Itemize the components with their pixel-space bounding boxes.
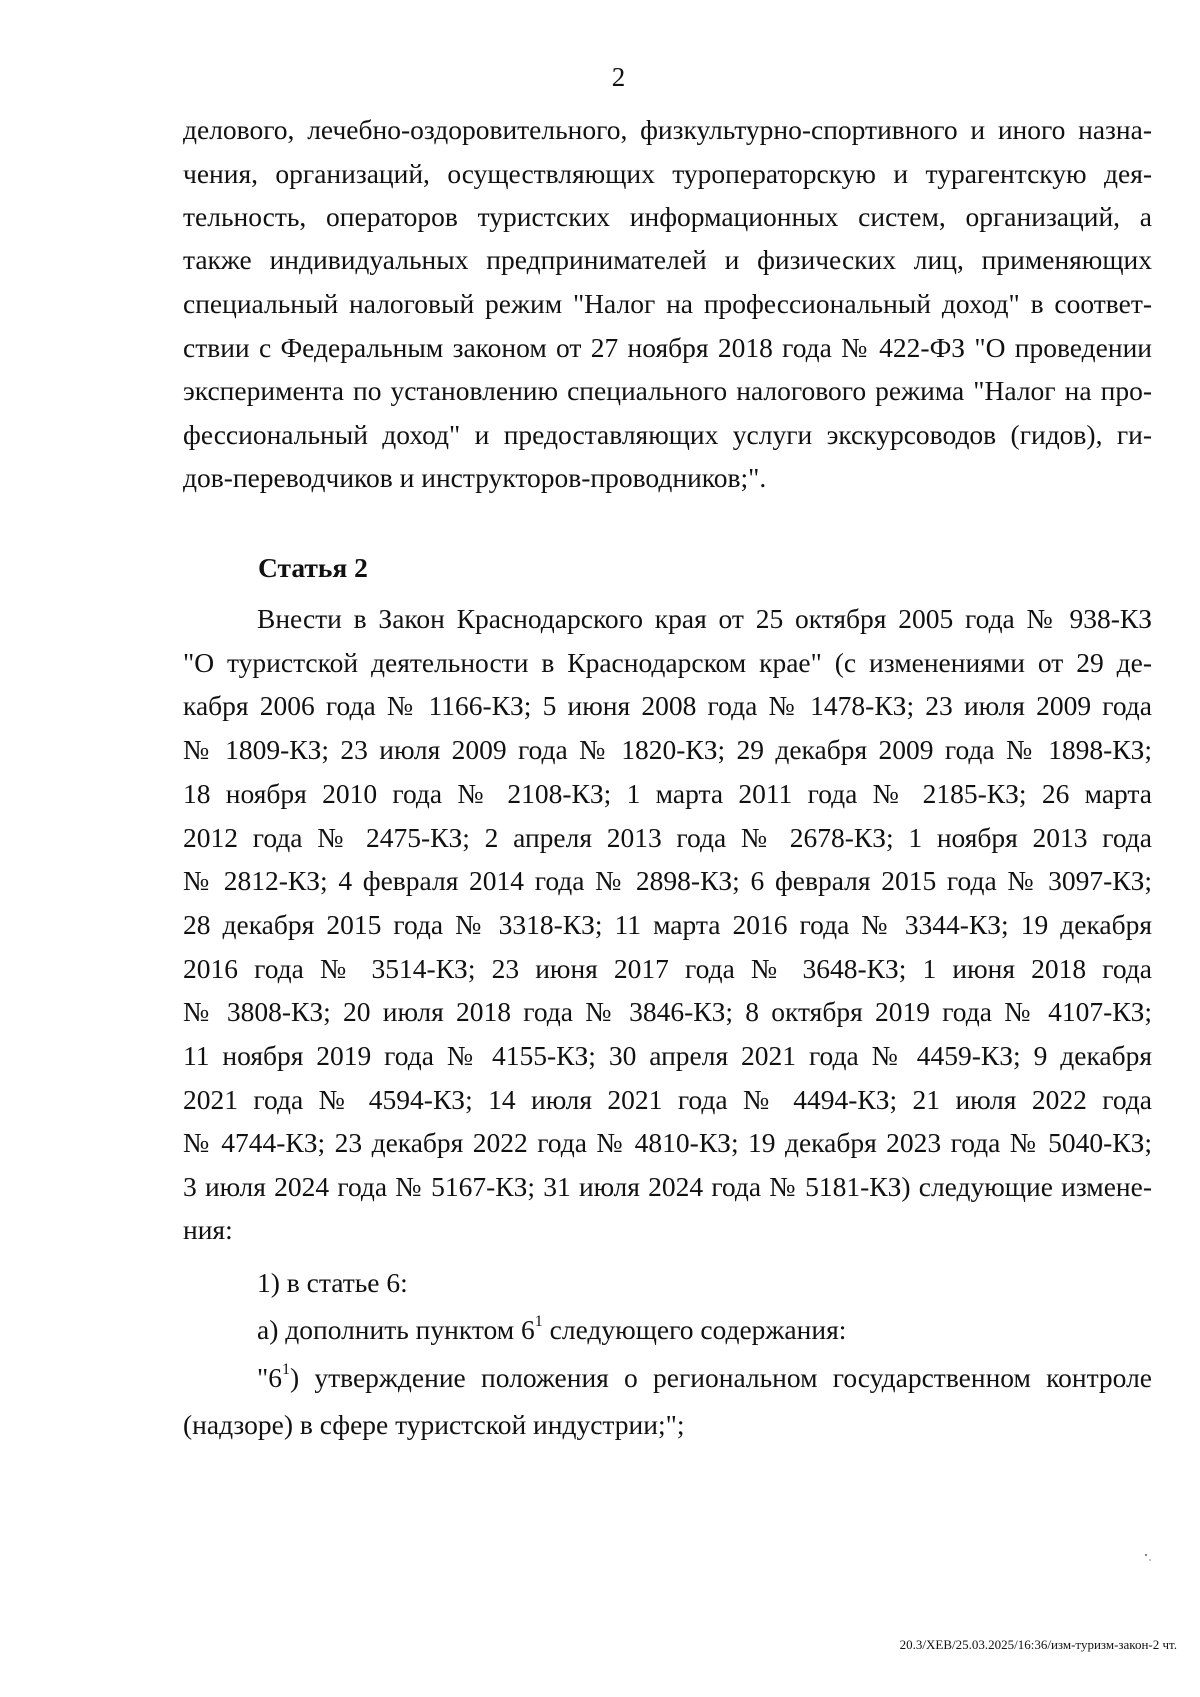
text-line: ствии с Федеральным законом от 27 ноября 2018 года № 422-ФЗ "О проведении: [183, 332, 1152, 363]
item-a-prefix: а) дополнить пунктом 6: [257, 1314, 535, 1345]
text-line: № 2812-КЗ; 4 февраля 2014 года № 2898-КЗ; 6 февраля 2015 года № 3097-КЗ;: [183, 865, 1152, 896]
list-item-1: 1) в статье 6:: [257, 1267, 408, 1298]
text-line: специальный налоговый режим "Налог на профессиональный доход" в соответ-: [183, 288, 1152, 319]
text-line: делового, лечебно-оздоровительного, физкультурно-спортивного и иного назна-: [183, 114, 1152, 145]
text-line: эксперимента по установлению специального налогового режима "Налог на про-: [183, 375, 1152, 406]
text-line: кабря 2006 года № 1166-КЗ; 5 июня 2008 года № 1478-КЗ; 23 июля 2009 года: [183, 690, 1152, 721]
page-number: 2: [611, 62, 626, 92]
text-line: Внести в Закон Краснодарского края от 25 октября 2005 года № 938-КЗ: [257, 603, 1152, 634]
text-line: ния:: [183, 1214, 233, 1245]
quote-superscript: 1: [281, 1360, 290, 1378]
text-line: "О туристской деятельности в Краснодарском крае" (с изменениями от 29 де-: [183, 647, 1152, 678]
text-line: 28 декабря 2015 года № 3318-КЗ; 11 марта 2016 года № 3344-КЗ; 19 декабря: [183, 909, 1152, 940]
text-line: 2016 года № 3514-КЗ; 23 июня 2017 года № 3648-КЗ; 1 июня 2018 года: [183, 953, 1152, 984]
footer-reference: 20.3/ХЕВ/25.03.2025/16:36/изм-туризм-закон-2 чт.: [899, 1637, 1177, 1652]
quote-line-2: (надзоре) в сфере туристской индустрии;";: [183, 1409, 685, 1440]
text-line: 2021 года № 4594-КЗ; 14 июля 2021 года № 4494-КЗ; 21 июля 2022 года: [183, 1084, 1152, 1115]
text-line: 18 ноября 2010 года № 2108-КЗ; 1 марта 2011 года № 2185-КЗ; 26 марта: [183, 778, 1152, 809]
text-line: 11 ноября 2019 года № 4155-КЗ; 30 апреля 2021 года № 4459-КЗ; 9 декабря: [183, 1040, 1152, 1071]
article-heading: Статья 2: [258, 552, 368, 583]
item-a-suffix: следующего содержания:: [542, 1314, 847, 1345]
text-line: чения, организаций, осуществляющих туроператорскую и турагентскую дея-: [183, 158, 1152, 189]
item-a-superscript: 1: [534, 1312, 543, 1330]
text-line: 3 июля 2024 года № 5167-КЗ; 31 июля 2024 года № 5181-КЗ) следующие измене-: [183, 1171, 1152, 1202]
text-line: № 4744-КЗ; 23 декабря 2022 года № 4810-КЗ; 19 декабря 2023 года № 5040-КЗ;: [183, 1127, 1152, 1158]
text-line: № 3808-КЗ; 20 июля 2018 года № 3846-КЗ; 8 октября 2019 года № 4107-КЗ;: [183, 996, 1152, 1027]
text-line: фессиональный доход" и предоставляющих услуги экскурсоводов (гидов), ги-: [183, 419, 1152, 450]
quote-line1-rest: ) утверждение положения о региональном государственном контроле: [289, 1362, 1152, 1393]
text-line: также индивидуальных предпринимателей и физических лиц, применяющих: [183, 244, 1152, 275]
text-line: дов-переводчиков и инструкторов-проводников;".: [183, 462, 767, 493]
quote-open: "6: [257, 1362, 282, 1393]
text-line: тельность, операторов туристских информационных систем, организаций, а: [183, 201, 1152, 232]
text-line: 2012 года № 2475-КЗ; 2 апреля 2013 года № 2678-КЗ; 1 ноября 2013 года: [183, 822, 1152, 853]
text-line: № 1809-КЗ; 23 июля 2009 года № 1820-КЗ; 29 декабря 2009 года № 1898-КЗ;: [183, 734, 1152, 765]
